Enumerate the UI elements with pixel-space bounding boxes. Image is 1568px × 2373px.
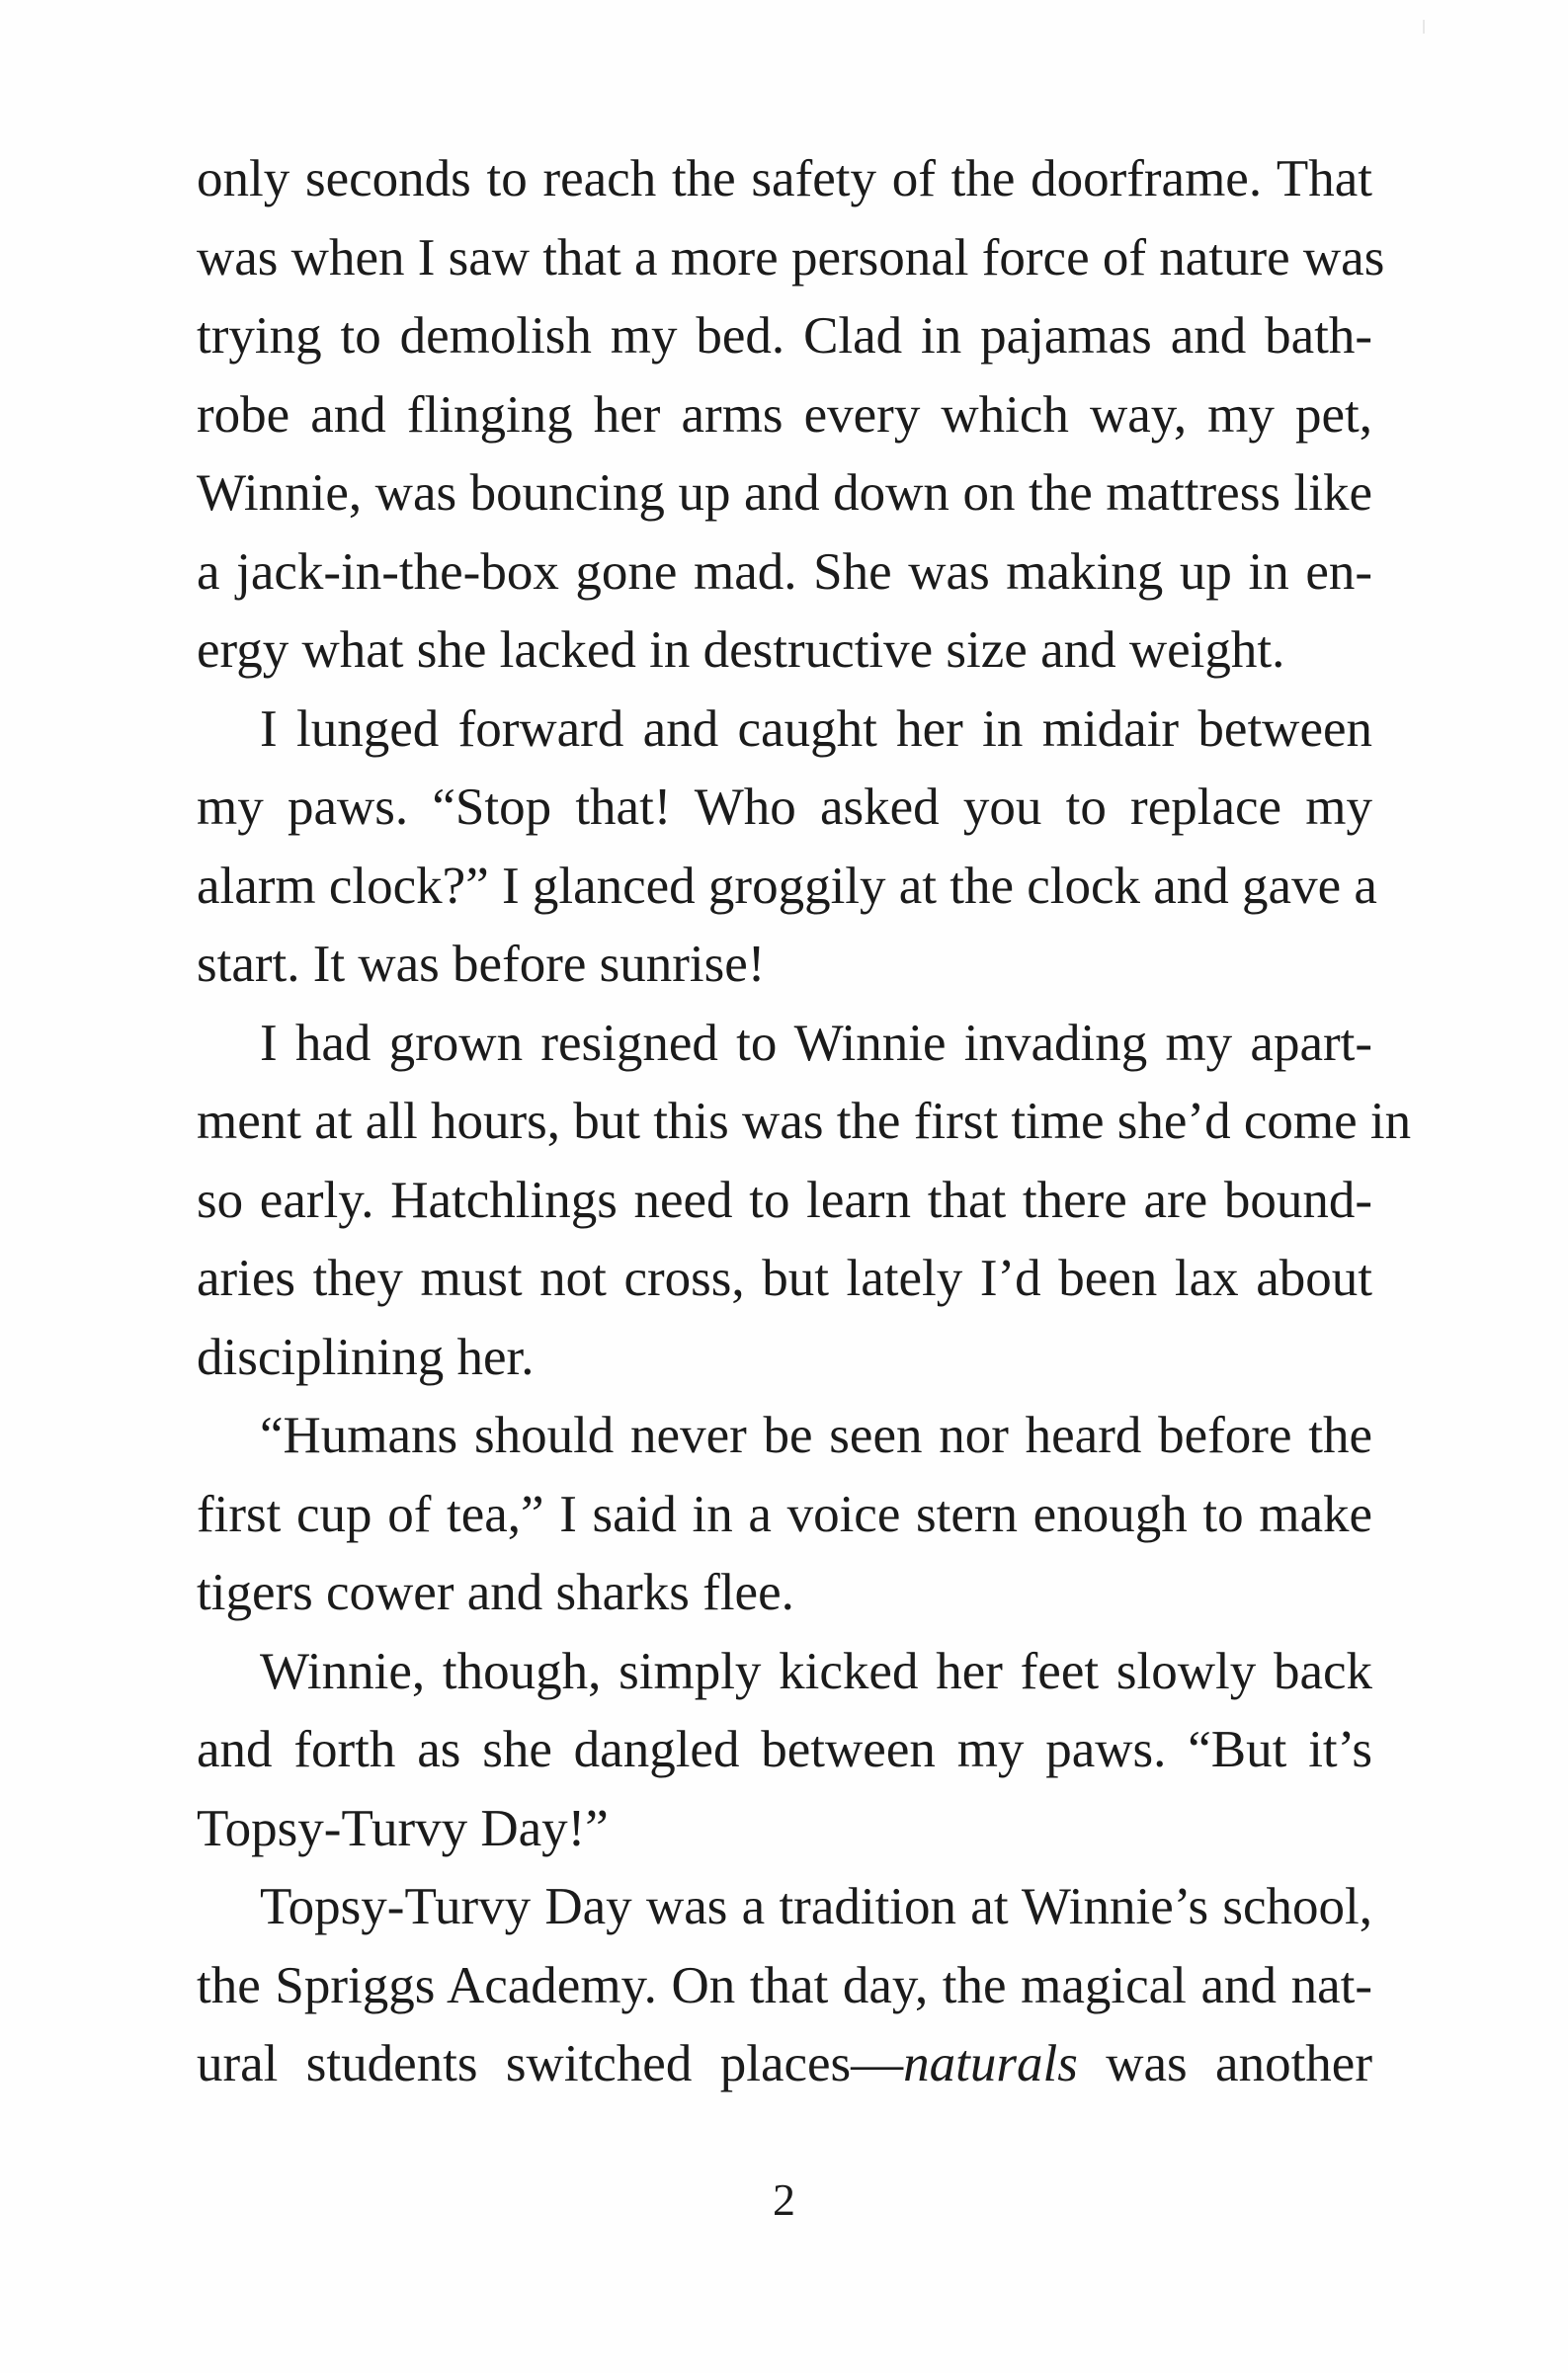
text-line: was when I saw that a more personal force of nature was	[197, 228, 1385, 286]
text-line: Winnie, was bouncing up and down on the mattress like	[197, 464, 1372, 522]
text-line: aries they must not cross, but lately I’d been lax about	[197, 1250, 1372, 1307]
text-line: only seconds to reach the safety of the doorframe. That	[197, 150, 1372, 207]
text-line: I lunged forward and caught her in midair between	[260, 699, 1372, 758]
text-line: ergy what she lacked in destructive size and weight.	[197, 621, 1285, 679]
text-line: Winnie, though, simply kicked her feet slowly back	[260, 1642, 1372, 1700]
text-line: first cup of tea,” I said in a voice stern enough to make	[197, 1485, 1372, 1543]
page-number: 2	[773, 2174, 795, 2225]
scan-edge-mark	[1423, 20, 1425, 34]
body-text	[197, 140, 1412, 2104]
text-line: alarm clock?” I glanced groggily at the clock and gave a	[197, 857, 1377, 915]
text-line: “Humans should never be seen nor heard before the	[260, 1407, 1372, 1464]
text-line: I had grown resigned to Winnie invading my apart-	[260, 1014, 1372, 1072]
text-line: tigers cower and sharks flee.	[197, 1564, 794, 1621]
text-line: start. It was before sunrise!	[197, 936, 766, 993]
text-line: ural students switched places—naturals was another	[197, 2035, 1372, 2092]
text-line: trying to demolish my bed. Clad in pajamas and bath-	[197, 307, 1372, 365]
text-line: a jack-in-the-box gone mad. She was making up in en-	[197, 542, 1372, 601]
text-line: and forth as she dangled between my paws. “But it’s	[197, 1721, 1372, 1778]
text-line: the Spriggs Academy. On that day, the magical and nat-	[197, 1956, 1372, 2014]
text-line: Topsy-Turvy Day was a tradition at Winnie’s school,	[260, 1878, 1372, 1935]
text-line: disciplining her.	[197, 1328, 535, 1386]
text-line: so early. Hatchlings need to learn that there are bound-	[197, 1171, 1372, 1229]
text-line: my paws. “Stop that! Who asked you to replace my	[197, 778, 1372, 836]
text-line: robe and flinging her arms every which way, my pet,	[197, 385, 1372, 444]
text-line: ment at all hours, but this was the first time she’d come in	[197, 1093, 1412, 1150]
text-line: Topsy-Turvy Day!”	[197, 1799, 609, 1857]
